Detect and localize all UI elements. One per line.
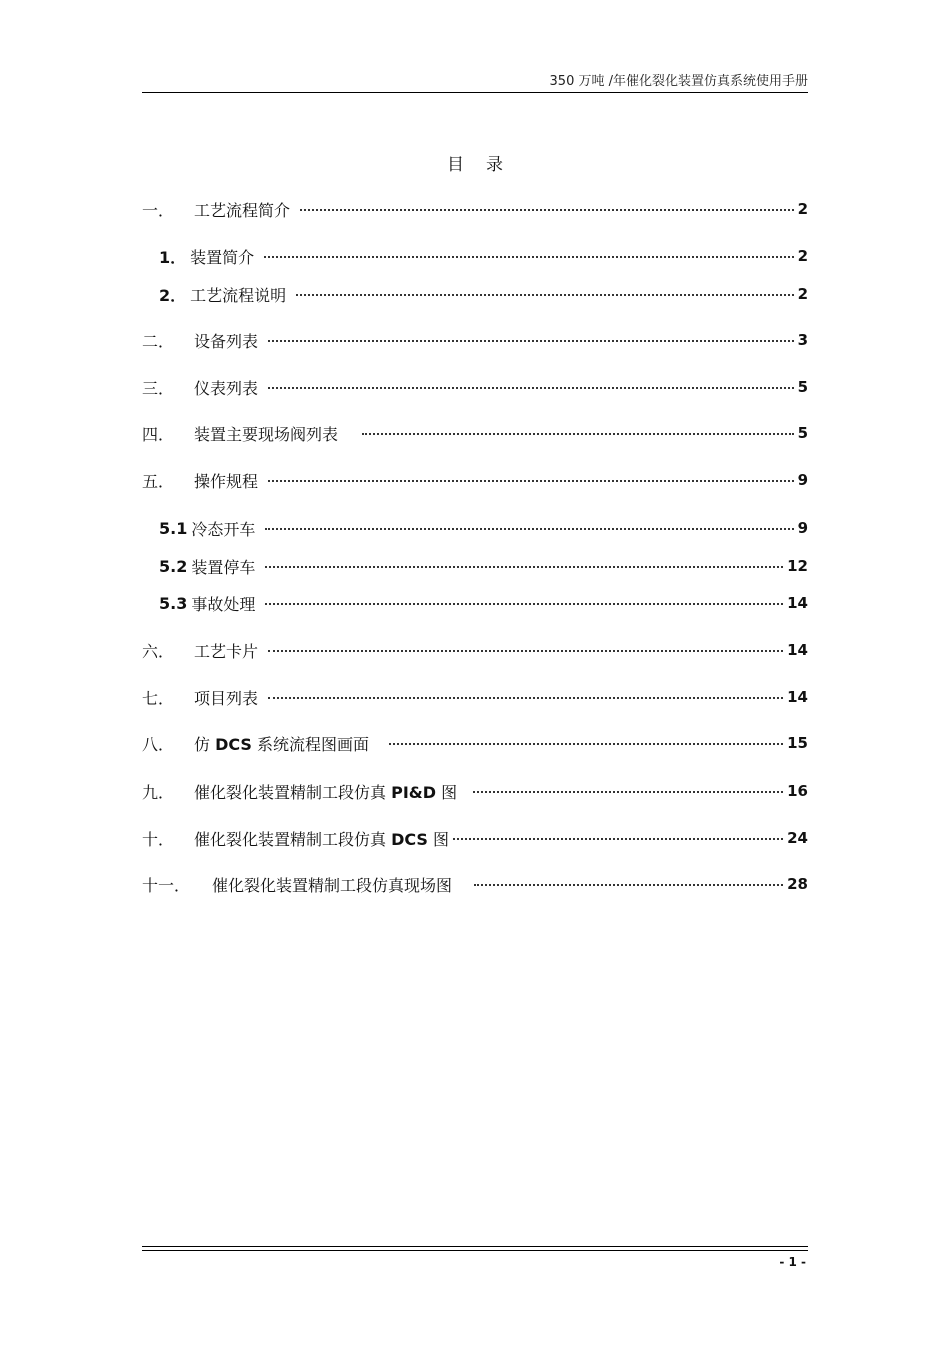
toc-dot-leader — [453, 838, 783, 840]
toc-entry-label: 工艺卡片 — [194, 641, 259, 661]
toc-entry-8[interactable] — [142, 731, 808, 755]
toc-entry-label: 操作规程 — [194, 471, 259, 491]
toc-entry-page: 2 — [797, 247, 808, 265]
toc-dot-leader — [268, 340, 794, 342]
toc-entry-6[interactable] — [142, 638, 808, 662]
toc-entry-number: 五． — [142, 471, 175, 491]
footer-rule — [142, 1246, 808, 1247]
toc-dot-leader — [265, 528, 793, 530]
toc-entry-page: 14 — [787, 641, 808, 659]
toc-entry-label: 仿 DCS 系统流程图画面 — [194, 734, 370, 754]
toc-entry-label: 项目列表 — [194, 688, 259, 708]
footer-rule — [142, 1250, 808, 1251]
toc-entry-page: 5 — [797, 424, 808, 442]
toc-entry-1-2[interactable] — [159, 282, 808, 306]
toc-entry-page: 14 — [787, 594, 808, 612]
toc-entry-5-3[interactable] — [159, 591, 808, 615]
toc-entry-5[interactable] — [142, 468, 808, 492]
toc-dot-leader — [300, 209, 794, 211]
toc-dot-leader — [264, 256, 793, 258]
toc-entry-number: 5.3 — [159, 593, 188, 613]
toc-entry-label: 催化裂化装置精制工段仿真 DCS 图 — [194, 829, 450, 849]
toc-entry-5-2[interactable] — [159, 554, 808, 578]
toc-entry-page: 14 — [787, 688, 808, 706]
toc-entry-1-1[interactable] — [159, 244, 808, 268]
toc-entry-page: 9 — [797, 471, 808, 489]
toc-entry-label: 催化裂化装置精制工段仿真 PI&D 图 — [194, 782, 458, 802]
toc-entry-4[interactable] — [142, 421, 808, 445]
header-title: 350 万吨 /年催化裂化装置仿真系统使用手册 — [549, 74, 808, 89]
toc-entry-5-1[interactable] — [159, 516, 808, 540]
toc-entry-label: 工艺流程说明 — [190, 285, 287, 305]
toc-entry-page: 2 — [797, 200, 808, 218]
toc-entry-10[interactable] — [142, 826, 808, 850]
toc-entry-3[interactable] — [142, 375, 808, 399]
toc-entry-1[interactable] — [142, 197, 808, 221]
footer-page-number: - 1 - — [779, 1255, 806, 1269]
toc-entry-number: 二． — [142, 331, 175, 351]
toc-entry-number: 2． — [159, 285, 187, 305]
toc-dot-leader — [473, 791, 783, 793]
toc-entry-number: 六． — [142, 641, 175, 661]
toc-entry-label: 催化裂化装置精制工段仿真现场图 — [212, 875, 453, 895]
toc-entry-page: 15 — [787, 734, 808, 752]
toc-entry-page: 9 — [797, 519, 808, 537]
header-rule — [142, 92, 808, 93]
toc-entry-11[interactable] — [142, 872, 808, 896]
toc-dot-leader — [268, 697, 783, 699]
toc-entry-number: 一． — [142, 200, 175, 220]
toc-entry-page: 5 — [797, 378, 808, 396]
toc-entry-7[interactable] — [142, 685, 808, 709]
toc-entry-number: 七． — [142, 688, 175, 708]
toc-entry-number: 八． — [142, 734, 175, 754]
toc-entry-label: 装置简介 — [190, 247, 255, 267]
toc-dot-leader — [265, 566, 783, 568]
toc-entry-label: 装置停车 — [191, 557, 256, 577]
toc-entry-page: 12 — [787, 557, 808, 575]
toc-dot-leader — [296, 294, 793, 296]
toc-entry-page: 16 — [787, 782, 808, 800]
toc-entry-label: 设备列表 — [194, 331, 259, 351]
toc-dot-leader — [268, 387, 794, 389]
toc-entry-label: 仪表列表 — [194, 378, 259, 398]
toc-entry-number: 5.1 — [159, 518, 188, 538]
toc-entry-number: 十一． — [142, 875, 191, 895]
toc-entry-page: 28 — [787, 875, 808, 893]
toc-dot-leader — [474, 884, 783, 886]
toc-entry-9[interactable] — [142, 779, 808, 803]
toc-entry-2[interactable] — [142, 328, 808, 352]
toc-entry-label: 事故处理 — [191, 594, 256, 614]
toc-entry-number: 十． — [142, 829, 175, 849]
toc-entry-label: 工艺流程简介 — [194, 200, 291, 220]
toc-entry-number: 三． — [142, 378, 175, 398]
toc-dot-leader — [268, 650, 783, 652]
toc-entry-page: 3 — [797, 331, 808, 349]
toc-title: 目录 — [447, 155, 525, 175]
toc-dot-leader — [389, 743, 783, 745]
toc-dot-leader — [362, 433, 794, 435]
toc-dot-leader — [265, 603, 783, 605]
toc-entry-page: 2 — [797, 285, 808, 303]
toc-entry-number: 四． — [142, 424, 175, 444]
toc-entry-number: 九． — [142, 782, 175, 802]
toc-entry-label: 冷态开车 — [191, 519, 256, 539]
toc-entry-page: 24 — [787, 829, 808, 847]
toc-dot-leader — [268, 480, 794, 482]
toc-entry-number: 1． — [159, 247, 187, 267]
toc-entry-number: 5.2 — [159, 556, 188, 576]
toc-entry-label: 装置主要现场阀列表 — [194, 424, 339, 444]
